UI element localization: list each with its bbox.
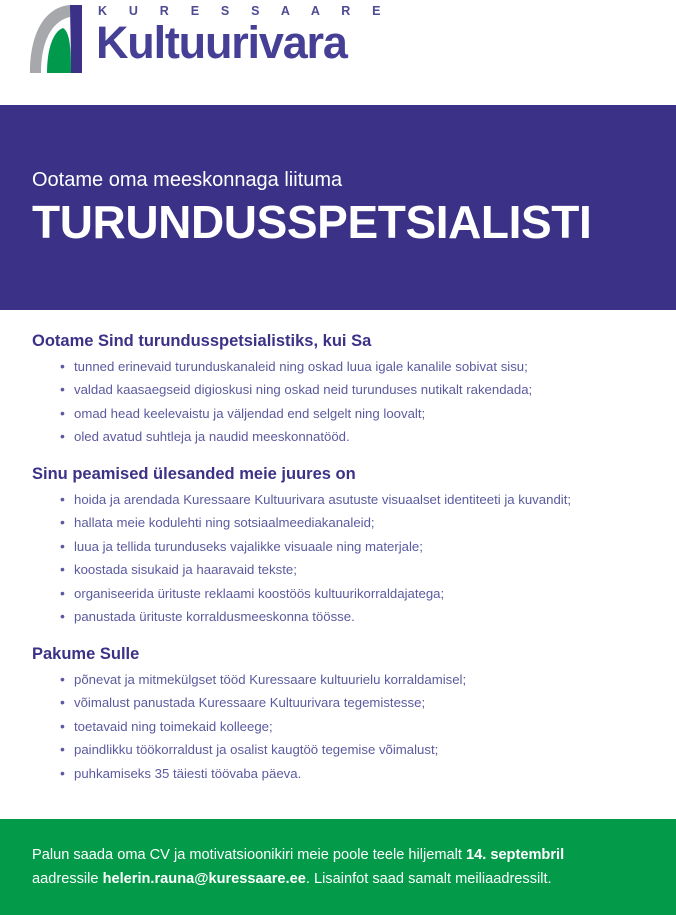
list-item: • hallata meie kodulehti ning sotsiaalmeediakanaleid; [60,516,646,540]
list-item: • põnevat ja mitmekülgset tööd Kuressaare kultuurielu korraldamisel; [60,673,646,697]
list-item: • paindlikku töökorraldust ja osalist kaugtöö tegemise võimalust; [60,743,646,767]
list-item: • toetavaid ning toimekaid kolleege; [60,720,646,744]
list-item: • luua ja tellida turunduseks vajalikke visuaale ning materjale; [60,540,646,564]
deadline-date: 14. septembril [465,846,565,863]
list-item: • võimalust panustada Kuressaare Kultuurivara tegemistesse; [60,696,646,720]
list-item: • omad head keelevaistu ja väljendad end selgelt ning loovalt; [60,407,646,431]
banner-subtitle: Ootame oma meeskonnaga liituma [32,169,343,192]
logo-header [0,0,676,105]
list-item: • organiseerida ürituste reklaami koostöös kultuurikorraldajatega; [60,587,646,611]
footer-deadline-text: Palun saada oma CV ja motivatsioonikiri meie poole teele hiljemalt [32,846,466,863]
logo-wordmark [96,4,390,68]
arch-gateway-logo-icon [26,5,88,73]
logo-org-name: Kultuurivara [96,16,347,68]
contact-email[interactable]: helerin.rauna@kuressaare.ee [102,871,306,887]
content-body [0,310,676,819]
footer-extra-info-text: . Lisainfot saad samalt meiliaadressilt. [305,871,552,887]
list-item: • tunned erinevaid turunduskanaleid ning oskad luua igale kanalile sobivat sisu; [60,360,646,384]
logo-org-upper: K U R E S S A A R E [98,4,390,18]
section-heading: Pakume Sulle [32,644,140,663]
banner [0,105,676,310]
list-item: • valdad kaasaegseid digioskusi ning oskad neid turunduses nutikalt rakendada; [60,383,646,407]
list-item: • oled avatud suhtleja ja naudid meeskonnatööd. [60,430,646,445]
section-heading: Sinu peamised ülesanded meie juures on [32,464,356,483]
footer-deadline-line [32,843,646,867]
page-title: TURUNDUSSPETSIALISTI [32,196,592,249]
section-tasks [32,465,646,625]
footer-address-text: aadressile [32,871,103,887]
bullet-list [32,673,646,782]
section-heading: Ootame Sind turundusspetsialistiks, kui Sa [32,332,372,350]
section-requirements [32,332,646,445]
footer-email-line [32,867,646,891]
contact-footer [0,819,676,915]
list-item: • puhkamiseks 35 täiesti töövaba päeva. [60,767,646,782]
section-offer [32,645,646,781]
bullet-list [32,493,646,625]
list-item: • panustada ürituste korraldusmeeskonna töösse. [60,610,646,625]
list-item: • koostada sisukaid ja haaravaid tekste; [60,563,646,587]
bullet-list [32,360,646,445]
list-item: • hoida ja arendada Kuressaare Kultuurivara asutuste visuaalset identiteeti ja kuvandit; [60,493,646,517]
